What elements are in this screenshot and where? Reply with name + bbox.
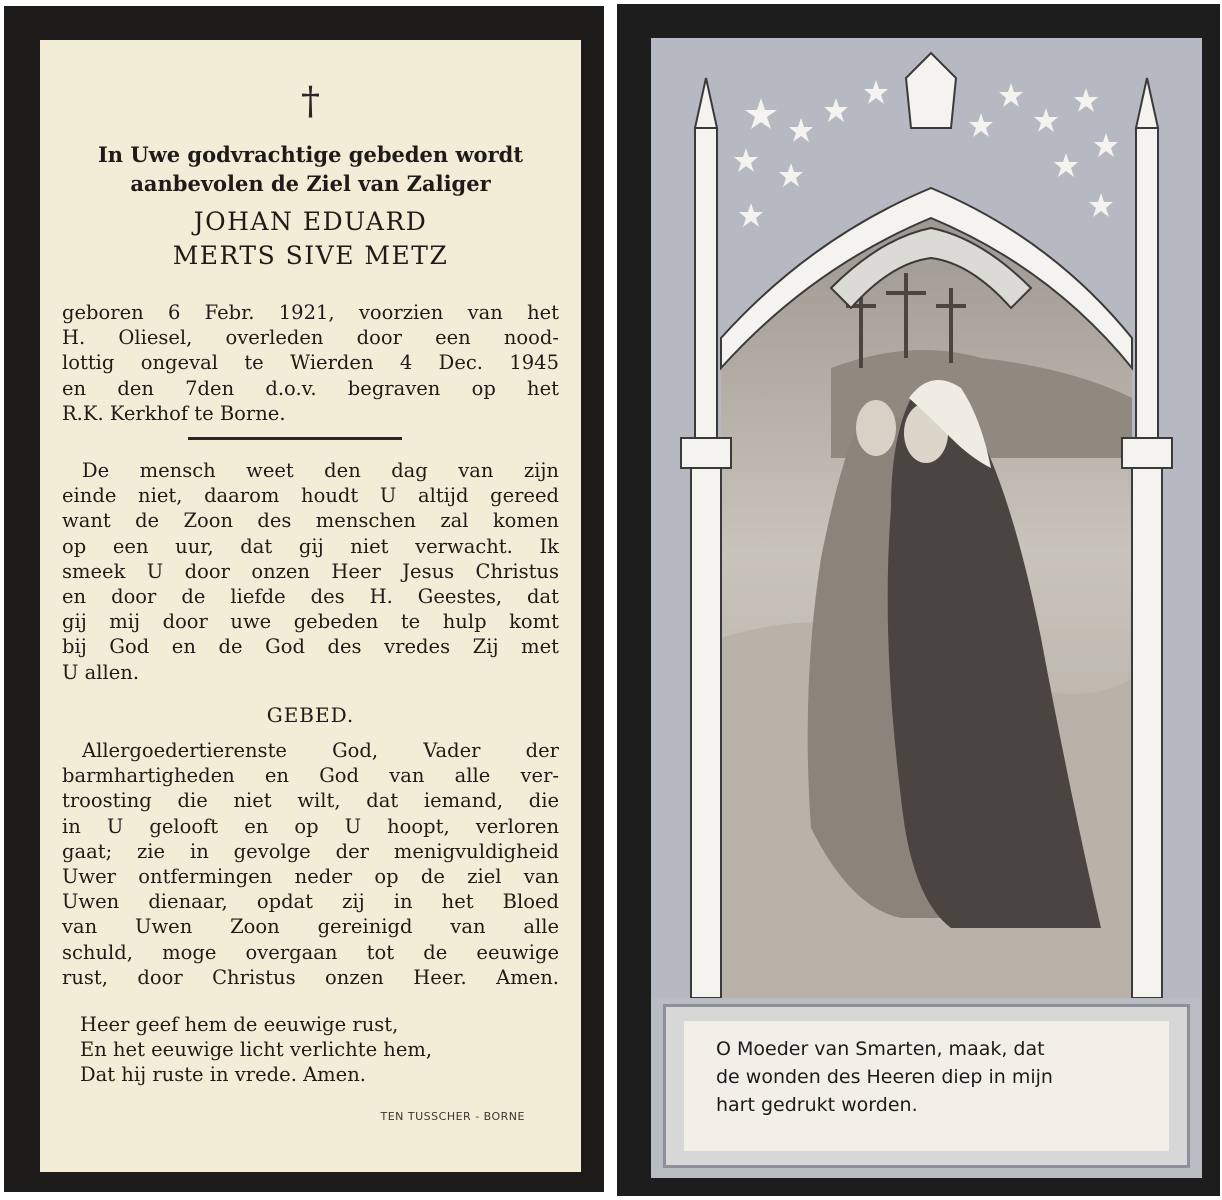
- prayer-line: in U gelooft en op U hoopt, verloren: [62, 814, 559, 838]
- details-line: lottig ongeval te Wierden 4 Dec. 1945: [62, 351, 559, 375]
- card-paper: [40, 40, 581, 1172]
- cross-icon: †: [301, 79, 320, 123]
- scripture-line: smeek U door onzen Heer Jesus Christus: [62, 559, 559, 583]
- requiem-verse: [80, 1012, 520, 1088]
- caption-frame: [663, 1004, 1190, 1168]
- memorial-card-image-side: [617, 4, 1220, 1196]
- printer-imprint: TEN TUSSCHER - BORNE: [380, 1110, 525, 1123]
- card-inner: [651, 38, 1202, 1178]
- requiem-line: En het eeuwige licht verlichte hem,: [80, 1038, 433, 1062]
- devotional-illustration: [651, 38, 1202, 998]
- scripture-line: want de Zoon des menschen zal komen: [62, 509, 559, 533]
- prayer-line: Allergoedertierenste God, Vader der: [82, 739, 559, 762]
- details-line: H. Oliesel, overleden door een nood-: [62, 326, 559, 350]
- memorial-card-text-side: [4, 6, 604, 1192]
- intro-line: aanbevolen de Ziel van Zaliger: [130, 171, 491, 196]
- prayer-line: rust, door Christus onzen Heer. Amen.: [62, 965, 559, 989]
- deceased-name: [60, 205, 561, 273]
- birth-death-details: [62, 300, 559, 426]
- scripture-line: op een uur, dat gij niet verwacht. Ik: [62, 534, 559, 558]
- divider-rule: [188, 437, 402, 440]
- prayer-line: Uwen dienaar, opdat zij in het Bloed: [62, 890, 559, 914]
- prayer-heading: GEBED.: [266, 703, 355, 727]
- details-line: R.K. Kerkhof te Borne.: [62, 401, 286, 425]
- scripture-passage: [62, 458, 559, 685]
- scripture-line: De mensch weet den dag van zijn: [82, 459, 559, 482]
- requiem-line: Dat hij ruste in vrede. Amen.: [80, 1063, 366, 1087]
- details-line: en den 7den d.o.v. begraven op het: [62, 376, 559, 400]
- name-line: MERTS SIVE METZ: [172, 241, 449, 270]
- prayer-line: Uwer ontfermingen neder op de ziel van: [62, 865, 559, 889]
- scripture-line: en door de liefde des H. Geestes, dat: [62, 585, 559, 609]
- scripture-line: bij God en de God des vredes Zij met: [62, 635, 559, 659]
- caption-line: O Moeder van Smarten, maak, dat: [716, 1038, 1045, 1060]
- prayer-line: barmhartigheden en God van alle ver-: [62, 764, 559, 788]
- prayer-text: [62, 738, 559, 990]
- caption-prayer: [716, 1035, 1136, 1119]
- intro-line: In Uwe godvrachtige gebeden wordt: [97, 142, 524, 167]
- scripture-line: U allen.: [62, 660, 140, 684]
- requiem-line: Heer geef hem de eeuwige rust,: [80, 1013, 399, 1036]
- prayer-line: van Uwen Zoon gereinigd van alle: [62, 915, 559, 939]
- prayer-line: troosting die niet wilt, dat iemand, die: [62, 789, 559, 813]
- scripture-line: einde niet, daarom houdt U altijd gereed: [62, 484, 559, 508]
- prayer-line: schuld, moge overgaan tot de eeuwige: [62, 940, 559, 964]
- caption-line: de wonden des Heeren diep in mijn: [716, 1066, 1053, 1088]
- intro-text: [60, 140, 561, 198]
- prayer-line: gaat; zie in gevolge der menigvuldigheid: [62, 839, 559, 863]
- name-line: JOHAN EDUARD: [193, 207, 428, 236]
- caption-line: hart gedrukt worden.: [716, 1094, 918, 1116]
- details-line: geboren 6 Febr. 1921, voorzien van het: [62, 301, 559, 324]
- scripture-line: gij mij door uwe gebeden te hulp komt: [62, 610, 559, 634]
